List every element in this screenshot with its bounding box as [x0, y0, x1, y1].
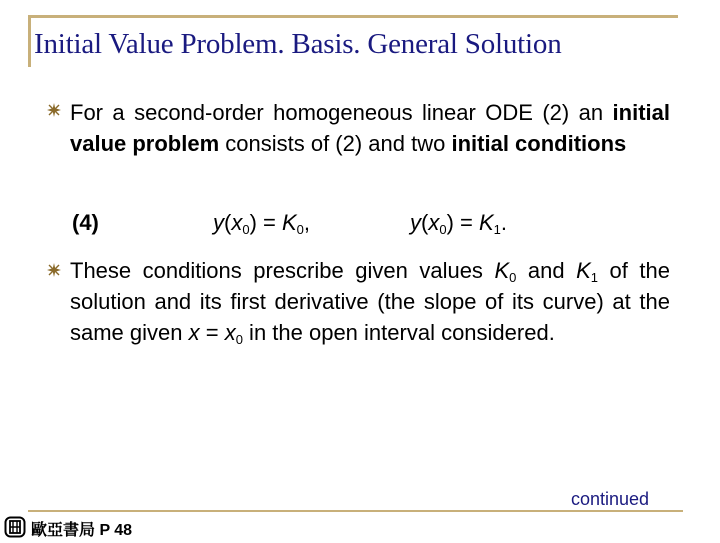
text: These conditions prescribe given values: [70, 258, 495, 283]
text: For a second-order homogeneous linear ODE (2) an: [70, 100, 613, 125]
var: y: [410, 210, 421, 235]
bullet-paragraph-1: [70, 97, 670, 159]
slide-title: Initial Value Problem. Basis. General Solution: [34, 28, 562, 60]
footer-publisher: 歐亞書局 P 48: [31, 522, 133, 539]
subscript: 0: [296, 222, 304, 237]
subscript: 0: [439, 222, 447, 237]
var: y: [213, 210, 224, 235]
footer-rule: [28, 510, 683, 512]
text: consists of (2) and two: [219, 131, 452, 156]
equation-number: (4): [72, 210, 99, 235]
text: ) =: [446, 210, 479, 235]
equation-2: $y(x_0) = K_1$.: [410, 210, 508, 237]
var: K: [494, 258, 510, 283]
text: and: [516, 258, 577, 283]
subscript: 0: [509, 270, 517, 285]
var: x: [188, 320, 200, 345]
bullet-paragraph-2: [70, 255, 670, 348]
subscript: 1: [493, 222, 501, 237]
text: of the solution and its first derivative (the slope of its curve) at the same given: [70, 258, 670, 345]
text: ,: [303, 210, 311, 235]
var: K: [281, 210, 297, 235]
publisher-logo-icon: [4, 516, 26, 538]
title-frame-left: [28, 15, 31, 67]
var: x: [224, 320, 236, 345]
text: ) =: [249, 210, 282, 235]
title-frame-top: [28, 15, 678, 18]
var: K: [478, 210, 494, 235]
subscript: 0: [242, 222, 250, 237]
text: =: [199, 320, 225, 345]
subscript: 1: [590, 270, 599, 285]
var: x: [231, 210, 243, 235]
equation-1: $y(x_0) = K_0$,: [213, 210, 311, 237]
bullet-icon: [46, 102, 62, 118]
var: K: [576, 258, 591, 283]
bullet-icon: [46, 262, 62, 278]
bold-term: initial conditions: [451, 131, 627, 156]
text: in the open interval considered.: [242, 320, 555, 345]
text: .: [500, 210, 508, 235]
continued-label: continued: [571, 489, 650, 509]
subscript: 0: [235, 332, 243, 347]
var: x: [428, 210, 440, 235]
bold-term: initial value problem: [70, 100, 670, 156]
